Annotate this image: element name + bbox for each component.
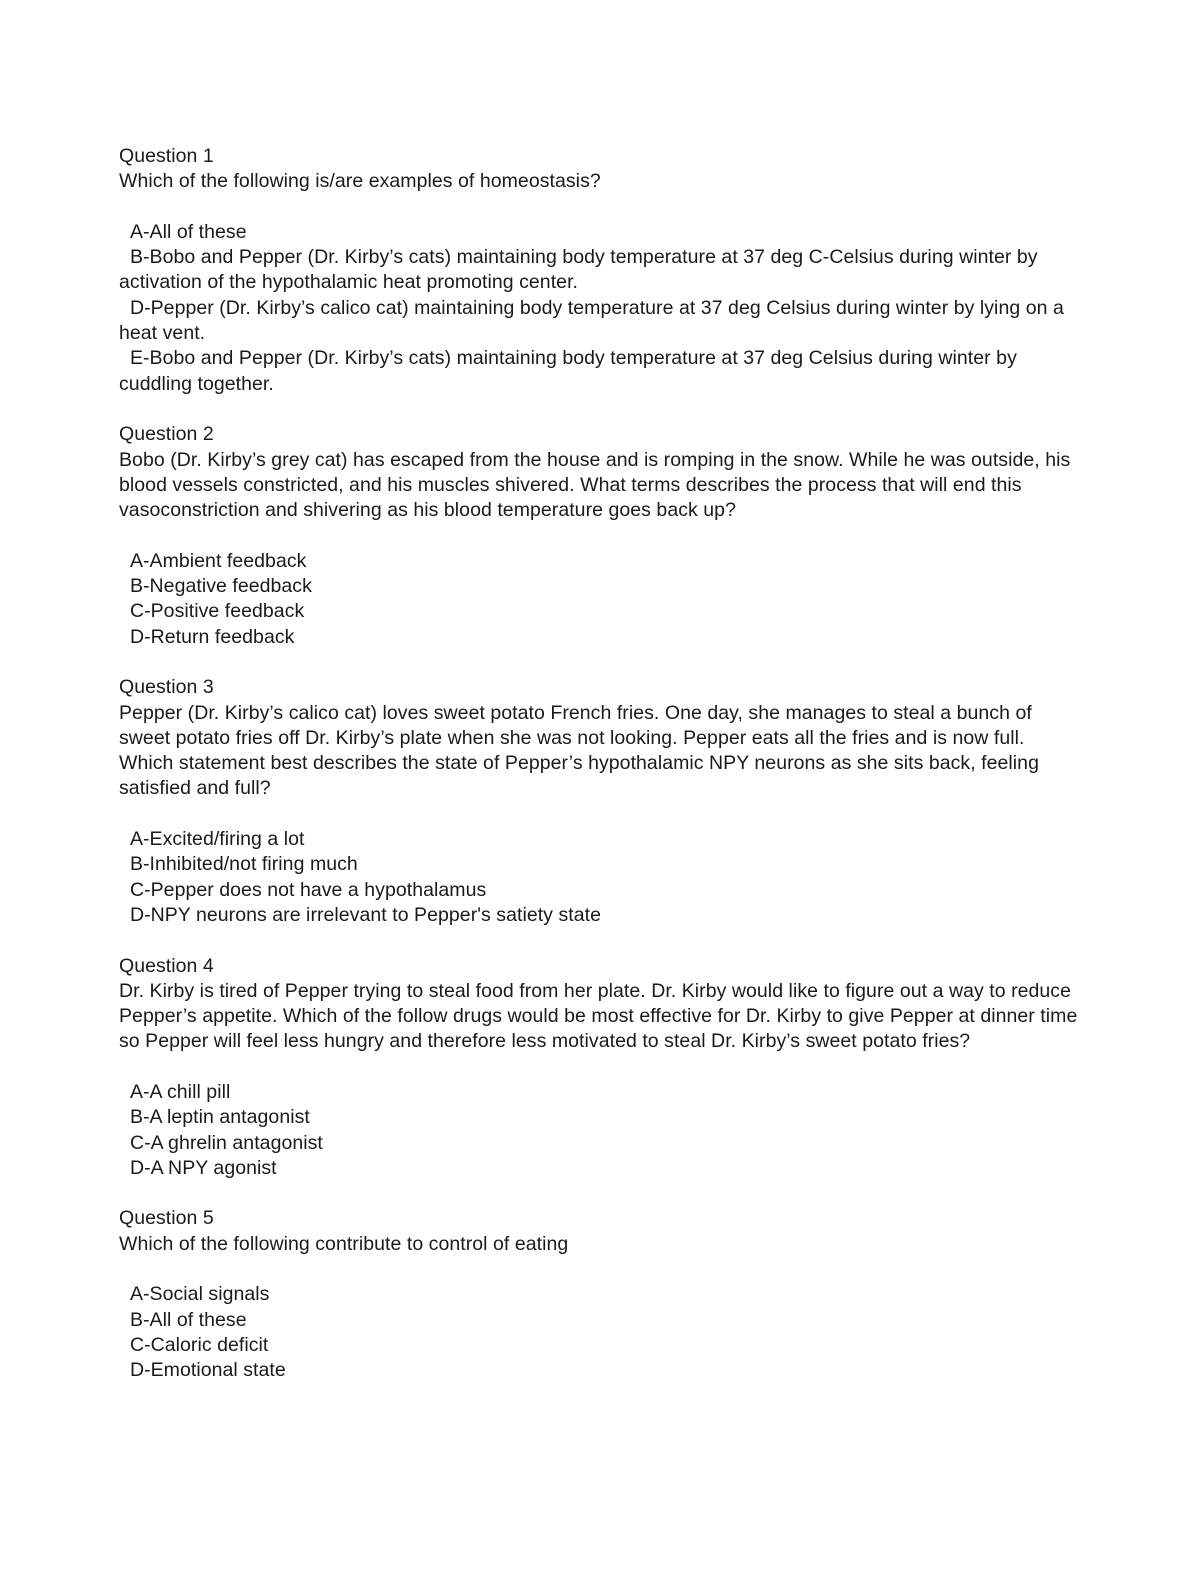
answer-option-text: B-Negative feedback bbox=[119, 575, 312, 598]
question-title: Question 4 bbox=[119, 954, 214, 977]
question-3 bbox=[119, 675, 1079, 928]
answer-option bbox=[119, 903, 1079, 928]
answer-options bbox=[119, 827, 1079, 928]
answer-option bbox=[119, 599, 1079, 624]
answer-options bbox=[119, 549, 1079, 650]
question-stem: Which of the following contribute to control of eating bbox=[119, 1232, 569, 1255]
answer-option-text: A-All of these bbox=[119, 220, 247, 243]
answer-option bbox=[119, 574, 1079, 599]
answer-options bbox=[119, 1080, 1079, 1181]
answer-option bbox=[119, 1282, 1079, 1307]
answer-option-text: D-Pepper (Dr. Kirby’s calico cat) maintaining body temperature at 37 deg Celsius during winter by lying on a heat vent. bbox=[119, 296, 1070, 345]
answer-option-text: B-Inhibited/not firing much bbox=[119, 853, 358, 876]
answer-option bbox=[119, 1333, 1079, 1358]
answer-option bbox=[119, 296, 1079, 347]
question-stem: Which of the following is/are examples of homeostasis? bbox=[119, 170, 601, 193]
answer-option-text: B-All of these bbox=[119, 1308, 247, 1331]
question-stem: Dr. Kirby is tired of Pepper trying to steal food from her plate. Dr. Kirby would like to figure out a way to reduce Pepper’s appetite. Which of the follow drugs would be most effective for Dr. Kirby to give Pepper at dinner time so Pepper will feel less hungry and therefore less motivated to steal Dr. Kirby’s sweet potato fries? bbox=[119, 979, 1078, 1053]
answer-option-text: A-Excited/firing a lot bbox=[119, 828, 305, 851]
answer-option bbox=[119, 1308, 1079, 1333]
answer-option bbox=[119, 625, 1079, 650]
answer-option bbox=[119, 549, 1079, 574]
answer-option bbox=[119, 1105, 1079, 1130]
answer-option-text: D-Emotional state bbox=[119, 1359, 286, 1382]
answer-option bbox=[119, 220, 1079, 245]
document-page bbox=[119, 144, 1079, 1409]
answer-option-text: B-Bobo and Pepper (Dr. Kirby’s cats) maintaining body temperature at 37 deg C-Celsius during winter by activation of the hypothalamic heat promoting center. bbox=[119, 246, 1044, 294]
answer-option-text: D-A NPY agonist bbox=[119, 1156, 277, 1179]
question-5 bbox=[119, 1206, 1079, 1383]
answer-option-text: C-Positive feedback bbox=[119, 600, 305, 623]
answer-option bbox=[119, 852, 1079, 877]
question-1 bbox=[119, 144, 1079, 397]
answer-option bbox=[119, 827, 1079, 852]
question-title: Question 2 bbox=[119, 423, 214, 446]
answer-option bbox=[119, 878, 1079, 903]
answer-option-text: B-A leptin antagonist bbox=[119, 1106, 310, 1129]
question-2 bbox=[119, 422, 1079, 650]
answer-option bbox=[119, 1080, 1079, 1105]
question-stem: Bobo (Dr. Kirby’s grey cat) has escaped from the house and is romping in the snow. While he was outside, his blood vessels constricted, and his muscles shivered. What terms describes the process that will end this vasoconstriction and shivering as his blood temperature goes back up? bbox=[119, 448, 1071, 522]
answer-option-text: C-A ghrelin antagonist bbox=[119, 1131, 323, 1154]
question-title: Question 1 bbox=[119, 145, 214, 167]
answer-option bbox=[119, 1358, 1079, 1383]
question-title: Question 3 bbox=[119, 676, 214, 699]
answer-option-text: A-Social signals bbox=[119, 1283, 270, 1306]
answer-option-text: A-Ambient feedback bbox=[119, 549, 307, 572]
answer-options bbox=[119, 220, 1079, 397]
question-title: Question 5 bbox=[119, 1207, 214, 1230]
question-4 bbox=[119, 954, 1079, 1182]
answer-option bbox=[119, 245, 1079, 296]
answer-option bbox=[119, 1156, 1079, 1181]
answer-option bbox=[119, 1131, 1079, 1156]
answer-options bbox=[119, 1282, 1079, 1383]
answer-option-text: C-Caloric deficit bbox=[119, 1333, 269, 1356]
answer-option-text: C-Pepper does not have a hypothalamus bbox=[119, 878, 487, 901]
answer-option-text: A-A chill pill bbox=[119, 1080, 231, 1103]
answer-option-text: D-Return feedback bbox=[119, 625, 295, 648]
answer-option-text: D-NPY neurons are irrelevant to Pepper's satiety state bbox=[119, 903, 601, 926]
question-stem: Pepper (Dr. Kirby’s calico cat) loves sweet potato French fries. One day, she manages to steal a bunch of sweet potato fries off Dr. Kirby’s plate when she was not looking. Pepper eats all the fries and is now full. Which statement best describes the state of Pepper’s hypothalamic NPY neurons as she sits back, feeling satisfied and full? bbox=[119, 701, 1039, 800]
answer-option-text: E-Bobo and Pepper (Dr. Kirby’s cats) maintaining body temperature at 37 deg Celsius during winter by cuddling together. bbox=[119, 347, 1023, 395]
answer-option bbox=[119, 346, 1079, 397]
